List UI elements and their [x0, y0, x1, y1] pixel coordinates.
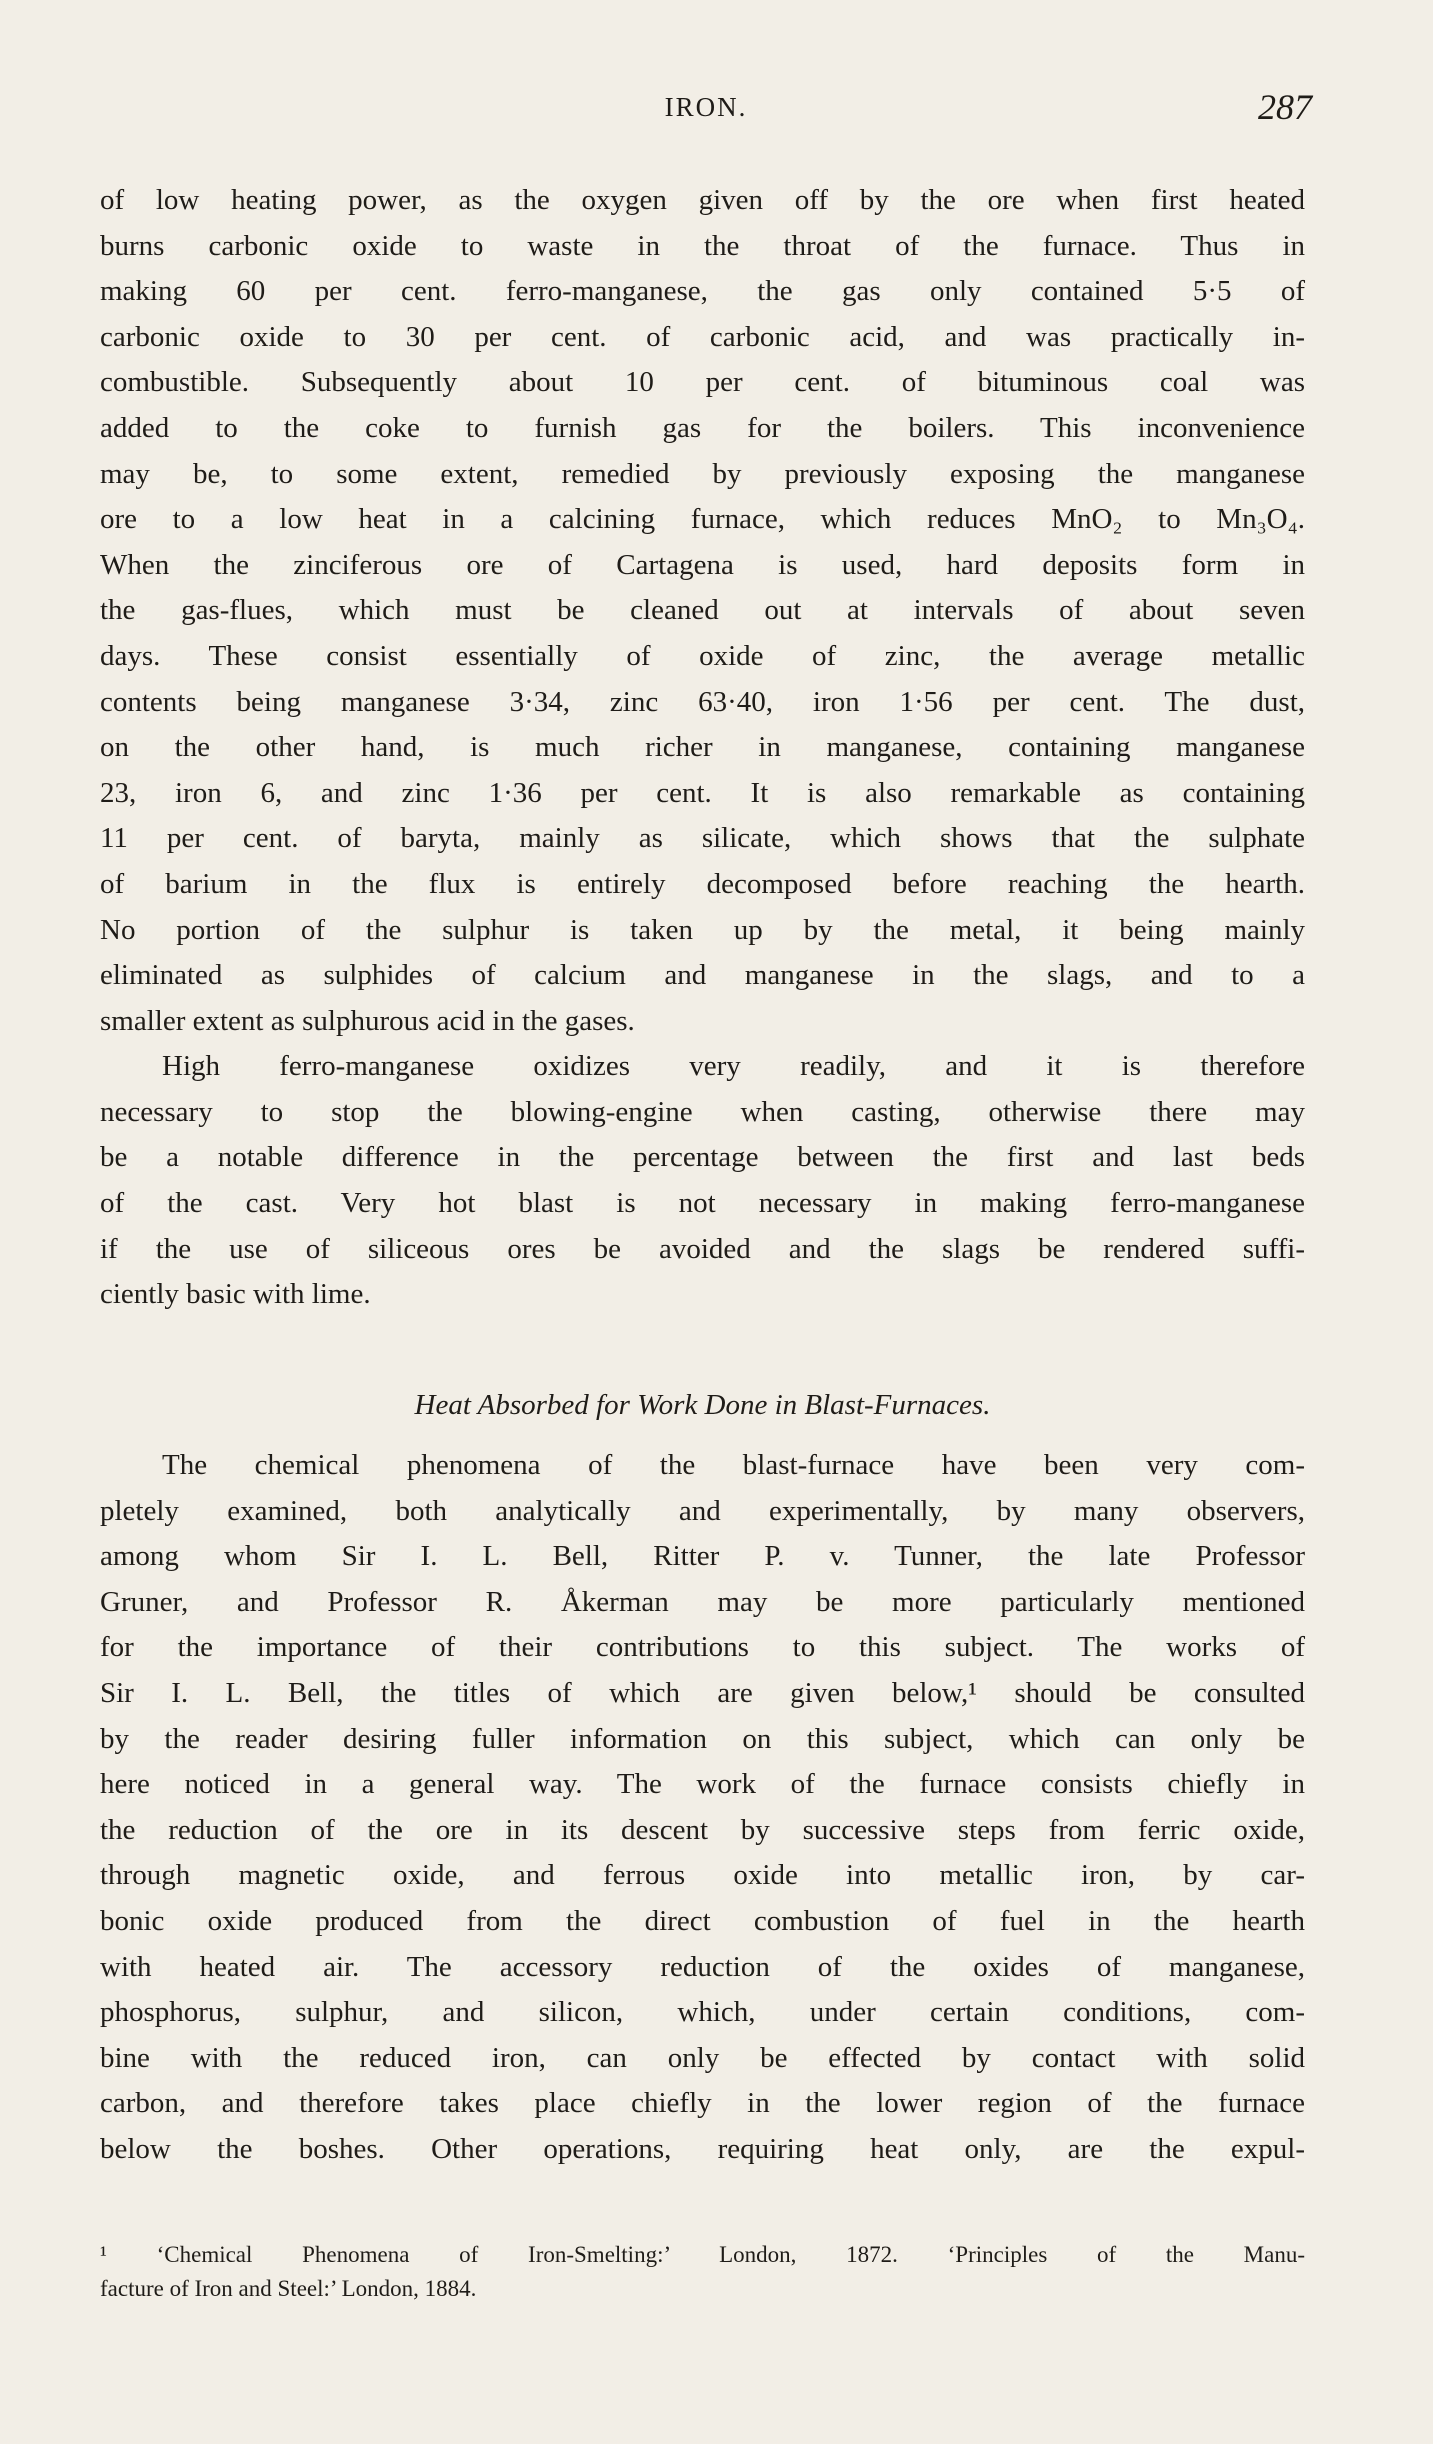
text-line: 11 per cent. of baryta, mainly as silicate, which shows that the sulphate [100, 822, 1305, 855]
text-line: added to the coke to furnish gas for the boilers. This inconvenience [100, 411, 1305, 444]
page-number: 287 [1258, 87, 1312, 127]
paragraph-2 [100, 1044, 1305, 1318]
text-line: No portion of the sulphur is taken up by the metal, it being mainly [100, 913, 1305, 946]
text-line: phosphorus, sulphur, and silicon, which, under certain conditions, com- [100, 1996, 1305, 2029]
text-line: carbonic oxide to 30 per cent. of carbonic acid, and was practically in- [100, 320, 1305, 353]
text-line: be a notable difference in the percentage between the first and last beds [100, 1141, 1305, 1174]
text-line: eliminated as sulphides of calcium and manganese in the slags, and to a [100, 959, 1305, 992]
running-title: IRON. [664, 92, 748, 122]
text-line: When the zinciferous ore of Cartagena is used, hard deposits form in [100, 548, 1305, 581]
text-line: if the use of siliceous ores be avoided and the slags be rendered suffi- [100, 1232, 1305, 1265]
section-heading: Heat Absorbed for Work Done in Blast-Furnaces. [414, 1389, 991, 1422]
text-line: combustible. Subsequently about 10 per cent. of bituminous coal was [100, 366, 1305, 399]
text-line: necessary to stop the blowing-engine when casting, otherwise there may [100, 1095, 1305, 1128]
text-line: making 60 per cent. ferro-manganese, the gas only contained 5·5 of [100, 275, 1305, 308]
text-line: The chemical phenomena of the blast-furnace have been very com- [162, 1449, 1305, 1482]
text-line: burns carbonic oxide to waste in the throat of the furnace. Thus in [100, 229, 1305, 262]
text-line: days. These consist essentially of oxide of zinc, the average metallic [100, 639, 1305, 672]
footnote-line: facture of Iron and Steel:’ London, 1884. [100, 2276, 477, 2301]
footnote [100, 2238, 1305, 2306]
text-line: among whom Sir I. L. Bell, Ritter P. v. Tunner, the late Professor [100, 1540, 1305, 1573]
text-line: of low heating power, as the oxygen given off by the ore when first heated [100, 184, 1305, 216]
text-line: the reduction of the ore in its descent by successive steps from ferric oxide, [100, 1813, 1305, 1846]
text-line: contents being manganese 3·34, zinc 63·40, iron 1·56 per cent. The dust, [100, 685, 1305, 718]
body-text [100, 178, 1305, 2173]
text-line: by the reader desiring fuller information on this subject, which can only be [100, 1722, 1305, 1755]
text-line: may be, to some extent, remedied by previously exposing the manganese [100, 457, 1305, 490]
text-line: ciently basic with lime. [100, 1278, 371, 1311]
text-line: Sir I. L. Bell, the titles of which are given below,¹ should be consulted [100, 1677, 1305, 1709]
text-line: here noticed in a general way. The work of the furnace consists chiefly in [100, 1768, 1305, 1801]
text-line: of barium in the flux is entirely decomposed before reaching the hearth. [100, 867, 1305, 900]
spacer [100, 1429, 1305, 1443]
text-line: for the importance of their contributions to this subject. The works of [100, 1631, 1305, 1664]
page-header [100, 87, 1312, 142]
text-line: Gruner, and Professor R. Åkerman may be more particularly mentioned [100, 1585, 1305, 1618]
text-line: carbon, and therefore takes place chiefly in the lower region of the furnace [100, 2087, 1305, 2120]
text-line: ore to a low heat in a calcining furnace, which reduces MnO₂ to Mn₃O₄. [100, 503, 1305, 536]
text-line: bine with the reduced iron, can only be effected by contact with solid [100, 2041, 1305, 2074]
spacer [100, 1318, 1305, 1364]
paragraph-3 [100, 1443, 1305, 2173]
text-line: bonic oxide produced from the direct combustion of fuel in the hearth [100, 1904, 1305, 1937]
text-line: with heated air. The accessory reduction of the oxides of manganese, [100, 1950, 1305, 1983]
text-line: of the cast. Very hot blast is not necessary in making ferro-manganese [100, 1187, 1305, 1220]
paragraph-1 [100, 178, 1305, 1044]
text-line: High ferro-manganese oxidizes very readily, and it is therefore [162, 1050, 1305, 1083]
footnote-line: ¹ ‘Chemical Phenomena of Iron-Smelting:’ London, 1872. ‘Principles of the Manu- [100, 2242, 1305, 2267]
text-line: 23, iron 6, and zinc 1·36 per cent. It is also remarkable as containing [100, 776, 1305, 809]
text-line: the gas-flues, which must be cleaned out at intervals of about seven [100, 594, 1305, 627]
text-line: on the other hand, is much richer in manganese, containing manganese [100, 731, 1305, 764]
text-line: below the boshes. Other operations, requiring heat only, are the expul- [100, 2132, 1305, 2165]
text-line: pletely examined, both analytically and experimentally, by many observers, [100, 1494, 1305, 1527]
text-line: smaller extent as sulphurous acid in the gases. [100, 1004, 635, 1037]
text-line: through magnetic oxide, and ferrous oxide into metallic iron, by car- [100, 1859, 1305, 1892]
spacer [100, 1363, 1305, 1383]
